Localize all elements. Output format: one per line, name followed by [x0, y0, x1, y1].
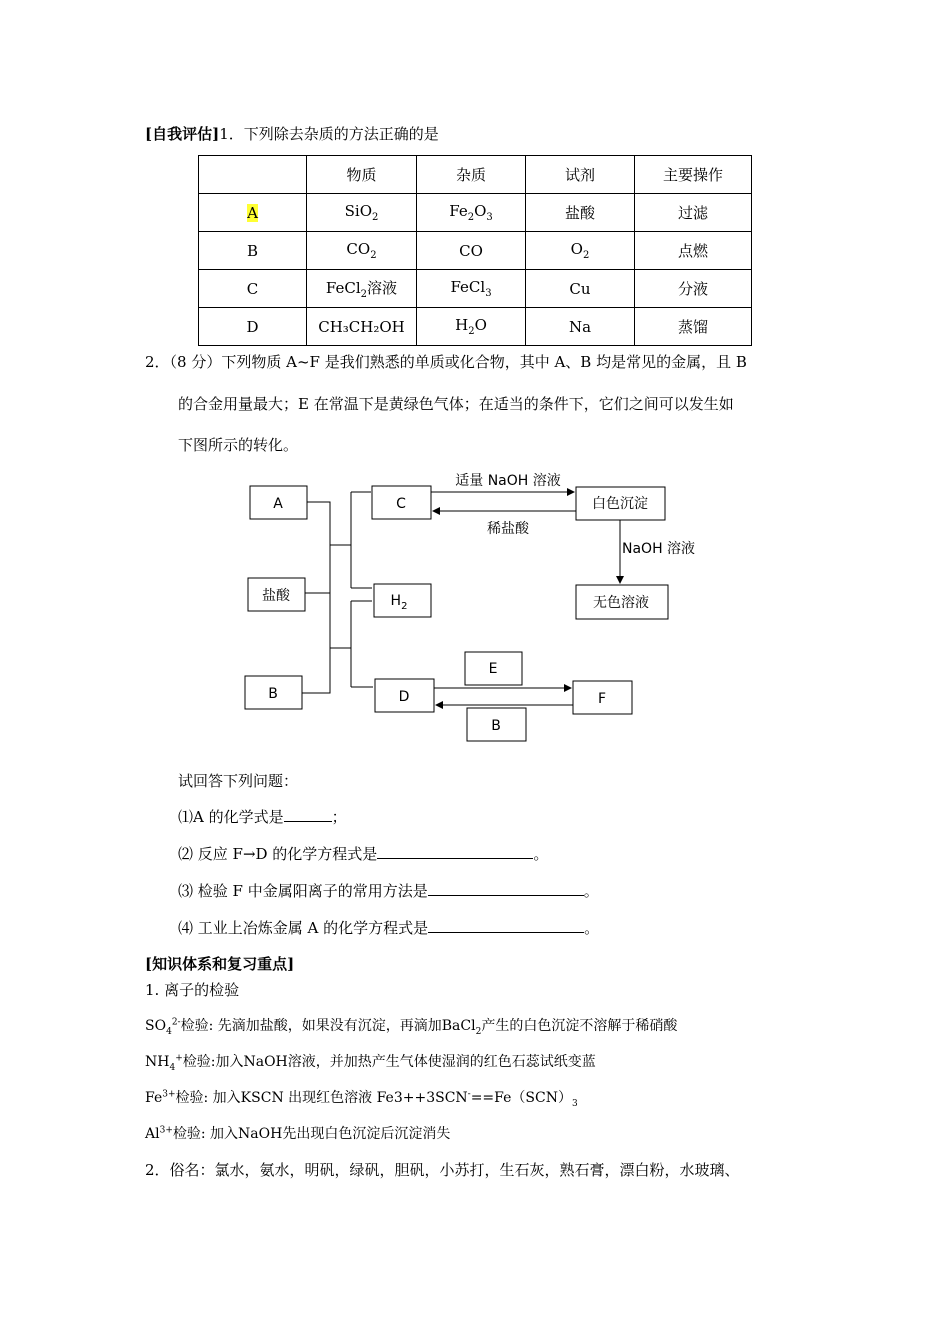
option-cell: C: [199, 270, 307, 308]
answer-prompt: ⑶ 检验 F 中金属阳离子的常用方法是: [178, 882, 428, 900]
knowledge-item-2: 2．俗名：氯水，氨水，明矾，绿矾，胆矾，小苏打，生石灰，熟石膏，漂白粉，水玻璃、: [145, 1161, 740, 1179]
subscript: 2: [360, 289, 368, 300]
superscript: 3+: [162, 1089, 176, 1100]
question-2-line-1: 2．（8 分）下列物质 A~F 是我们熟悉的单质或化合物，其中 A、B 均是常见的金属，且 B: [145, 353, 747, 371]
table-header-cell: 试剂: [526, 156, 635, 194]
table-row: [199, 308, 752, 346]
subscript: 2: [582, 250, 590, 261]
answer-blank[interactable]: [284, 807, 332, 822]
text: H: [390, 593, 402, 609]
option-label-highlighted: A: [247, 203, 258, 222]
answer-line-4: [178, 917, 599, 938]
subscript: 2: [468, 326, 475, 337]
box-h2-label: [391, 593, 408, 612]
text: ==Fe（SCN）: [470, 1090, 572, 1106]
box-e-label: E: [488, 661, 498, 677]
answer-line-2: [178, 843, 548, 864]
table-header-cell: [199, 156, 307, 194]
question-2-line-2: 的合金用量最大；E 在常温下是黄绿色气体；在适当的条件下，它们之间可以发生如: [178, 395, 734, 413]
text: SiO: [344, 202, 372, 220]
box-white-ppt-label: 白色沉淀: [592, 496, 648, 512]
text: 溶液: [367, 279, 398, 297]
reagent-cell: [526, 232, 635, 270]
subscript: 3: [485, 288, 492, 299]
answer-blank[interactable]: [428, 881, 584, 896]
text: CO: [346, 240, 371, 258]
option-cell: B: [199, 232, 307, 270]
operation-cell: 过滤: [635, 194, 752, 232]
impurity-cell: [417, 308, 526, 346]
option-cell: [199, 194, 307, 232]
nh4-test-line: [145, 1051, 596, 1073]
substance-cell: [307, 232, 417, 270]
operation-cell: 点燃: [635, 232, 752, 270]
table-row: [199, 194, 752, 232]
answer-prompt: ⑷ 工业上冶炼金属 A 的化学方程式是: [178, 919, 429, 937]
subscript: 2: [401, 601, 408, 612]
box-b-left-label: B: [268, 686, 278, 702]
text: 检验:加入NaOH溶液，并加热产生气体使湿润的红色石蕊试纸变蓝: [182, 1054, 596, 1070]
box-c-label: C: [396, 496, 406, 512]
reagent-cell: 盐酸: [526, 194, 635, 232]
subscript: 4: [166, 1026, 172, 1037]
box-colorless-label: 无色溶液: [593, 595, 649, 611]
self-eval-line: [145, 123, 439, 144]
fork-lower: [351, 601, 373, 687]
text: 检验: 加入KSCN 出现红色溶液 Fe3++3SCN: [175, 1090, 468, 1106]
box-a-label: A: [273, 496, 283, 512]
superscript: -: [467, 1089, 471, 1100]
impurity-table: [198, 155, 752, 346]
substance-cell: [307, 270, 417, 308]
table-header-cell: 物质: [307, 156, 417, 194]
operation-cell: 蒸馏: [635, 308, 752, 346]
table-header-cell: 杂质: [417, 156, 526, 194]
al3-test-line: [145, 1123, 450, 1143]
table-header-cell: 主要操作: [635, 156, 752, 194]
table-row: [199, 232, 752, 270]
text: FeCl: [450, 278, 486, 296]
text: O: [474, 202, 487, 220]
impurity-cell: CO: [417, 232, 526, 270]
subscript: 2: [370, 250, 377, 261]
text: O: [474, 316, 487, 334]
punctuation: 。: [583, 882, 599, 900]
table-row: [199, 270, 752, 308]
fork-upper: [351, 492, 372, 588]
reaction-diagram: [0, 465, 950, 745]
superscript: 3+: [159, 1125, 173, 1136]
text: 检验: 先滴加盐酸，如果没有沉淀，再滴加BaCl: [180, 1018, 476, 1034]
reagent-cell: Na: [526, 308, 635, 346]
superscript: 2-: [171, 1017, 181, 1028]
box-b-bottom-label: B: [491, 718, 501, 734]
impurity-cell: [417, 270, 526, 308]
superscript: +: [175, 1053, 183, 1064]
subscript: 2: [467, 212, 475, 223]
ion: Al: [145, 1126, 160, 1142]
label-naoh-proper: 适量 NaOH 溶液: [455, 473, 561, 489]
text: H: [455, 316, 469, 334]
box-f-label: F: [597, 691, 607, 707]
answer-prompt: ⑵ 反应 F→D 的化学方程式是: [178, 845, 378, 863]
answer-line-3: [178, 880, 599, 901]
label-dilute-hcl: 稀盐酸: [487, 521, 529, 537]
substance-cell: CH₃CH₂OH: [307, 308, 417, 346]
answer-blank[interactable]: [428, 918, 584, 933]
box-d-label: D: [398, 689, 410, 705]
subscript: 4: [169, 1062, 176, 1073]
text: 产生的白色沉淀不溶解于稀硝酸: [481, 1018, 678, 1034]
question-2-line-3: 下图所示的转化。: [178, 436, 299, 454]
text: FeCl: [325, 279, 361, 297]
so4-test-line: [145, 1015, 677, 1037]
box-acid-label: 盐酸: [262, 588, 290, 604]
operation-cell: 分液: [635, 270, 752, 308]
knowledge-heading: [知识体系和复习重点]: [145, 955, 295, 973]
reagent-cell: Cu: [526, 270, 635, 308]
table-header-row: [199, 156, 752, 194]
punctuation: 。: [533, 845, 549, 863]
answer-blank[interactable]: [377, 844, 533, 859]
answer-line-1: [178, 806, 347, 827]
subscript: 3: [486, 212, 493, 223]
ion: NH: [145, 1054, 170, 1070]
connector-lines: [302, 502, 351, 693]
subscript: 3: [571, 1098, 578, 1109]
subscript: 2: [372, 212, 379, 223]
answers-intro: 试回答下列问题：: [178, 772, 299, 790]
text: 检验: 加入NaOH先出现白色沉淀后沉淀消失: [172, 1126, 451, 1142]
fe3-test-line: [145, 1087, 578, 1109]
impurity-cell: [417, 194, 526, 232]
punctuation: 。: [584, 919, 600, 937]
text: O: [570, 240, 583, 258]
subscript: 2: [475, 1026, 482, 1037]
knowledge-item-1: 1. 离子的检验: [145, 981, 240, 999]
label-naoh: NaOH 溶液: [622, 541, 696, 557]
self-eval-tag: [自我评估]: [145, 125, 220, 143]
text: Fe: [449, 202, 468, 220]
question-1-text: 1．下列除去杂质的方法正确的是: [219, 125, 439, 143]
substance-cell: [307, 194, 417, 232]
ion: Fe: [145, 1090, 163, 1106]
punctuation: ；: [331, 808, 347, 826]
ion: SO: [145, 1018, 167, 1034]
answer-prompt: ⑴A 的化学式是: [178, 808, 284, 826]
option-cell: D: [199, 308, 307, 346]
